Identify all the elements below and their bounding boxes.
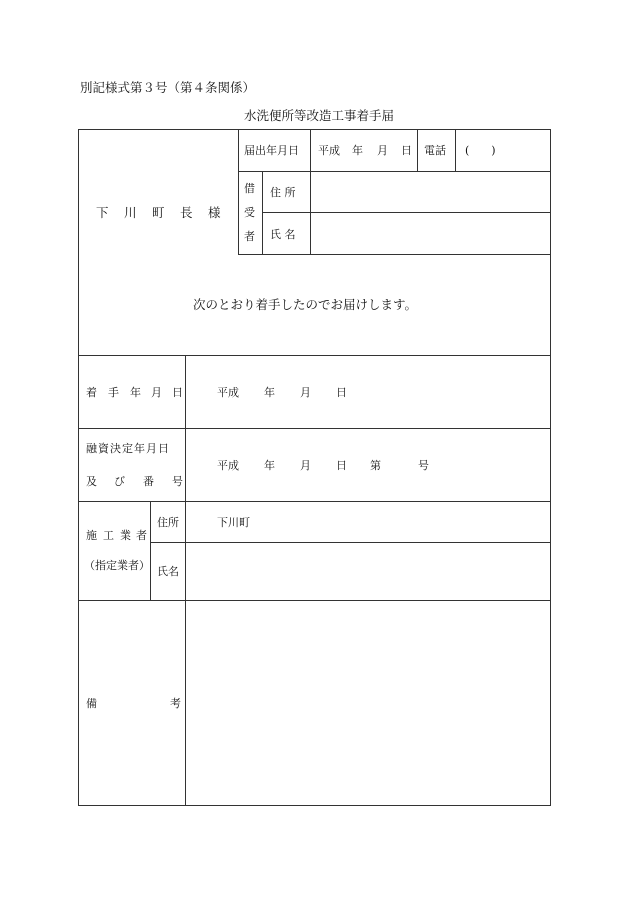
loan-label-char: 号 — [172, 475, 183, 488]
addressee-char: 町 — [152, 205, 165, 220]
start-date-label-char: 手 — [108, 386, 119, 399]
contractor-address-value[interactable]: 下川町 — [217, 516, 250, 529]
phone-label: 電話 — [424, 144, 446, 157]
remarks-label-char: 考 — [170, 697, 181, 710]
borrower-name-label: 氏 名 — [270, 228, 296, 241]
addressee-char: 川 — [124, 205, 137, 220]
loan-date-month: 月 — [300, 459, 311, 472]
submission-date-era: 平成 — [318, 144, 340, 157]
borrower-address-label: 住 所 — [270, 186, 296, 199]
borrower-name-field[interactable] — [315, 216, 545, 250]
loan-number-prefix: 第 — [370, 459, 381, 472]
remarks-label-char: 備 — [86, 697, 97, 710]
submission-date-day: 日 — [401, 144, 412, 157]
borrower-label-char: 者 — [244, 230, 255, 243]
submission-date-label: 届出年月日 — [244, 144, 299, 157]
contractor-label-char: 工 — [103, 529, 114, 542]
addressee-char: 様 — [208, 205, 221, 220]
start-date-era: 平成 — [217, 386, 239, 399]
submission-date-year: 年 — [352, 144, 363, 157]
phone-value[interactable]: ( ) — [465, 144, 496, 157]
contractor-name-label: 氏名 — [157, 565, 179, 578]
contractor-label-char: 者 — [136, 529, 147, 542]
start-date-year: 年 — [264, 386, 275, 399]
borrower-address-field[interactable] — [315, 175, 545, 208]
statement-text: 次のとおり着手したのでお届けします。 — [193, 297, 418, 312]
loan-number-suffix: 号 — [418, 459, 429, 472]
start-date-label-char: 月 — [151, 386, 162, 399]
contractor-label-line2: （指定業者） — [84, 559, 150, 572]
loan-label-line1: 融資決定年月日 — [86, 442, 170, 455]
loan-label-char: 及 — [86, 475, 97, 488]
contractor-label-char: 施 — [86, 529, 97, 542]
contractor-address-label: 住所 — [157, 516, 179, 529]
addressee-char: 長 — [180, 205, 193, 220]
borrower-label-char: 借 — [244, 182, 255, 195]
loan-date-era: 平成 — [217, 459, 239, 472]
contractor-name-field[interactable] — [192, 548, 544, 594]
start-date-month: 月 — [300, 386, 311, 399]
form-title: 水洗便所等改造工事着手届 — [244, 108, 395, 123]
loan-date-year: 年 — [264, 459, 275, 472]
loan-label-char: 番 — [143, 475, 154, 488]
loan-date-day: 日 — [336, 459, 347, 472]
remarks-field[interactable] — [192, 606, 544, 800]
start-date-label-char: 日 — [172, 386, 183, 399]
start-date-day: 日 — [336, 386, 347, 399]
borrower-label-char: 受 — [244, 206, 255, 219]
loan-label-char: び — [114, 475, 125, 488]
contractor-label-char: 業 — [120, 529, 131, 542]
start-date-label-char: 着 — [86, 386, 97, 399]
start-date-label-char: 年 — [130, 386, 141, 399]
form-number: 別記様式第３号（第４条関係） — [80, 80, 256, 95]
addressee-char: 下 — [96, 205, 109, 220]
submission-date-month: 月 — [377, 144, 388, 157]
